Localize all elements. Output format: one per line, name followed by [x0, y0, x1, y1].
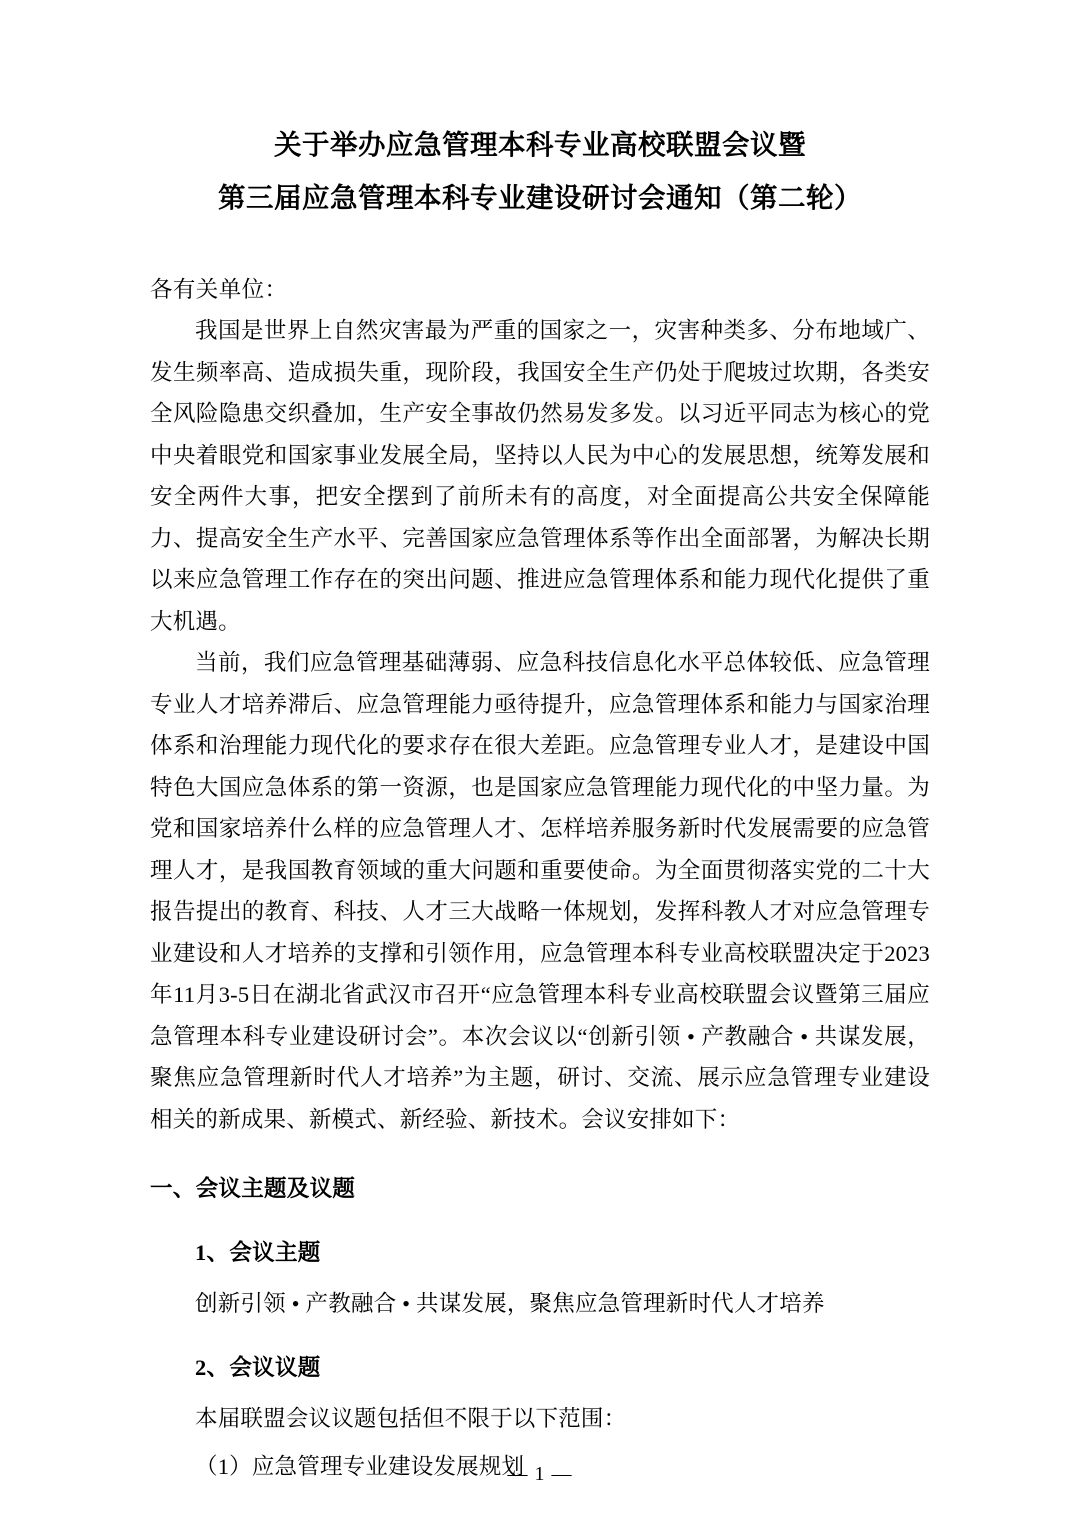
title-line-2: 第三届应急管理本科专业建设研讨会通知（第二轮）: [218, 182, 862, 213]
list-item: （1）应急管理专业建设发展规划: [195, 1453, 525, 1479]
body-paragraph-1: 我国是世界上自然灾害最为严重的国家之一，灾害种类多、分布地域广、发生频率高、造成损失重，现阶段，我国安全生产仍处于爬坡过坎期，各类安全风险隐患交织叠加，生产安全事故仍然易发多发。以习近平同志为核心的党中央着眼党和国家事业发展全局，坚持以人民为中心的发展思想，统筹发展和安全两件大事，把安全摆到了前所未有的高度，对全面提高公共安全保障能力、提高安全生产水平、完善国家应急管理体系等作出全面部署，为解决长期以来应急管理工作存在的突出问题、推进应急管理体系和能力现代化提供了重大机遇。: [150, 318, 930, 634]
salutation: 各有关单位：: [150, 277, 288, 302]
subsection-intro-1-2: 本届联盟会议议题包括但不限于以下范围：: [195, 1406, 627, 1431]
title-line-1: 关于举办应急管理本科专业高校联盟会议暨: [274, 129, 806, 160]
section-heading-1: 一、会议主题及议题: [150, 1176, 356, 1201]
subsection-heading-1-1: 1、会议主题: [195, 1239, 321, 1265]
body-paragraph-2: 当前，我们应急管理基础薄弱、应急科技信息化水平总体较低、应急管理专业人才培养滞后、应急管理能力亟待提升，应急管理体系和能力与国家治理体系和治理能力现代化的要求存在很大差距。应急管理专业人才，是建设中国特色大国应急体系的第一资源，也是国家应急管理能力现代化的中坚力量。为党和国家培养什么样的应急管理人才、怎样培养服务新时代发展需要的应急管理人才，是我国教育领域的重大问题和重要使命。为全面贯彻落实党的二十大报告提出的教育、科技、人才三大战略一体规划，发挥科教人才对应急管理专业建设和人才培养的支撑和引领作用，应急管理本科专业高校联盟决定于2023年11月3-5日在湖北省武汉市召开“应急管理本科专业高校联盟会议暨第三届应急管理本科专业建设研讨会”。本次会议以“创新引领 • 产教融合 • 共谋发展，聚焦应急管理新时代人才培养”为主题，研讨、交流、展示应急管理专业建设相关的新成果、新模式、新经验、新技术。会议安排如下：: [150, 650, 930, 1132]
page-number: — 1 —: [507, 1463, 573, 1485]
subsection-heading-1-2: 2、会议议题: [195, 1354, 321, 1380]
subsection-text-1-1: 创新引领 • 产教融合 • 共谋发展，聚焦应急管理新时代人才培养: [195, 1291, 825, 1316]
page-title: [150, 118, 930, 224]
